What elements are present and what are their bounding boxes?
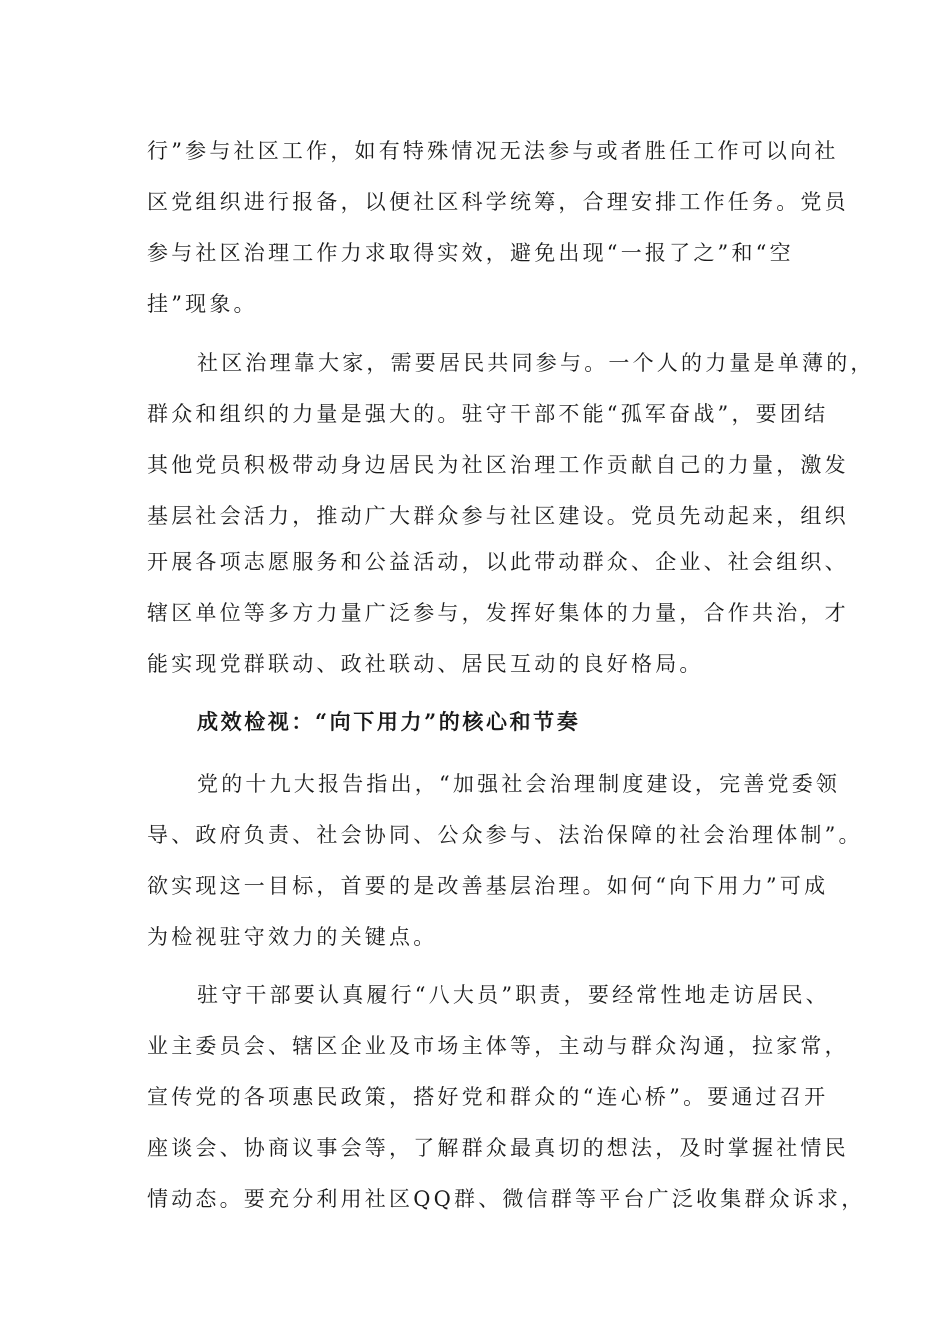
paragraph-line: 参与社区治理工作力求取得实效，避免出现“一报了之”和“空 bbox=[147, 241, 794, 265]
paragraph-line: 挂”现象。 bbox=[147, 292, 258, 316]
paragraph-line: 辖区单位等多方力量广泛参与，发挥好集体的力量，合作共治，才 bbox=[147, 601, 849, 625]
paragraph-line: 社区治理靠大家，需要居民共同参与。一个人的力量是单薄的， bbox=[197, 351, 875, 375]
paragraph-line: 业主委员会、辖区企业及市场主体等，主动与群众沟通，拉家常， bbox=[147, 1034, 849, 1058]
paragraph-line: 座谈会、协商议事会等，了解群众最真切的想法，及时掌握社情民 bbox=[147, 1136, 849, 1160]
paragraph-line: 其他党员积极带动身边居民为社区治理工作贡献自己的力量，激发 bbox=[147, 453, 849, 477]
paragraph-line: 宣传党的各项惠民政策，搭好党和群众的“连心桥”。要通过召开 bbox=[147, 1085, 829, 1109]
section-heading: 成效检视：“向下用力”的核心和节奏 bbox=[197, 709, 581, 734]
paragraph-line: 党的十九大报告指出，“加强社会治理制度建设，完善党委领 bbox=[197, 772, 841, 796]
paragraph-line: 行”参与社区工作，如有特殊情况无法参与或者胜任工作可以向社 bbox=[147, 139, 839, 163]
paragraph-line: 群众和组织的力量是强大的。驻守干部不能“孤军奋战”，要团结 bbox=[147, 402, 829, 426]
paragraph-line: 导、政府负责、社会协同、公众参与、法治保障的社会治理体制”。 bbox=[147, 823, 863, 847]
paragraph-line: 欲实现这一目标，首要的是改善基层治理。如何“向下用力”可成 bbox=[147, 874, 829, 898]
paragraph-line: 开展各项志愿服务和公益活动，以此带动群众、企业、社会组织、 bbox=[147, 550, 849, 574]
paragraph-line: 驻守干部要认真履行“八大员”职责，要经常性地走访居民、 bbox=[197, 983, 830, 1007]
paragraph-line: 基层社会活力，推动广大群众参与社区建设。党员先动起来，组织 bbox=[147, 504, 849, 528]
paragraph-line: 能实现党群联动、政社联动、居民互动的良好格局。 bbox=[147, 652, 704, 676]
paragraph-line: 为检视驻守效力的关键点。 bbox=[147, 925, 438, 949]
paragraph-line: 情动态。要充分利用社区QQ群、微信群等平台广泛收集群众诉求， bbox=[147, 1187, 866, 1211]
paragraph-line: 区党组织进行报备，以便社区科学统筹，合理安排工作任务。党员 bbox=[147, 190, 849, 214]
